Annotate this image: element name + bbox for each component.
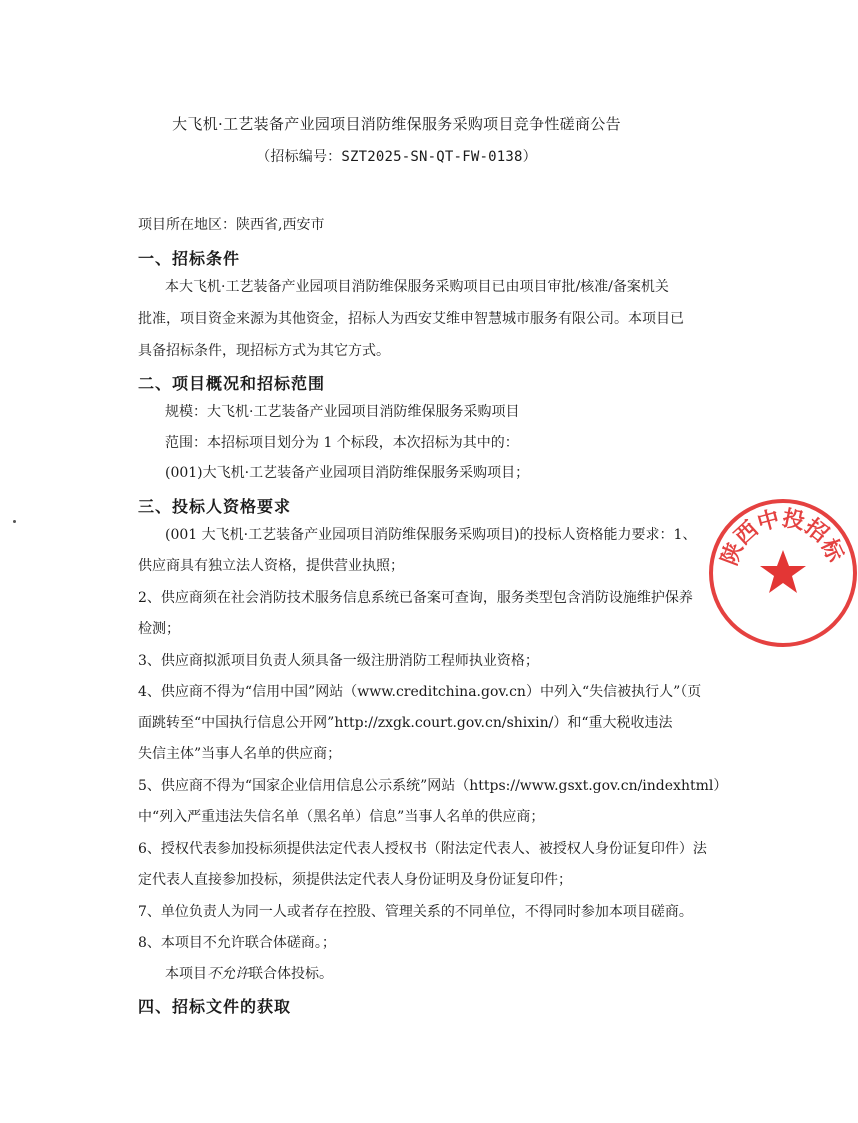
section-heading-2: 二、项目概况和招标范围 bbox=[138, 374, 326, 393]
joint-bid-status: 不允许 bbox=[207, 966, 249, 982]
section-3-line-13: 7、单位负责人为同一人或者存在控股、管理关系的不同单位，不得同时参加本项目磋商。 bbox=[138, 904, 693, 920]
section-3-line-4: 检测； bbox=[138, 621, 180, 637]
section-2-line-3: (001)大飞机·工艺装备产业园项目消防维保服务采购项目； bbox=[165, 465, 530, 481]
project-region: 项目所在地区：陕西省,西安市 bbox=[138, 217, 325, 233]
official-seal-stamp bbox=[708, 498, 858, 648]
section-3-line-15 bbox=[165, 964, 745, 984]
section-2-line-2: 范围：本招标项目划分为 1 个标段，本次招标为其中的： bbox=[165, 435, 519, 451]
scan-speck bbox=[13, 520, 16, 523]
section-3-line-6: 4、供应商不得为“信用中国”网站（www.creditchina.gov.cn）中列入“失信被执行人”（页 bbox=[138, 684, 702, 700]
seal-text: 陕西中投招标 bbox=[716, 505, 849, 569]
section-2-line-1: 规模：大飞机·工艺装备产业园项目消防维保服务采购项目 bbox=[165, 404, 520, 420]
section-1-line-2: 批准，项目资金来源为其他资金，招标人为西安艾维申智慧城市服务有限公司。本项目已 bbox=[138, 311, 684, 327]
tender-number: （招标编号：SZT2025-SN-QT-FW-0138） bbox=[256, 149, 537, 165]
section-3-line-12: 定代表人直接参加投标，须提供法定代表人身份证明及身份证复印件； bbox=[138, 872, 572, 888]
section-3-line-3: 2、供应商须在社会消防技术服务信息系统已备案可查询，服务类型包含消防设施维护保养 bbox=[138, 590, 693, 606]
section-3-line-7: 面跳转至“中国执行信息公开网”http://zxgk.court.gov.cn/shixin/）和“重大税收违法 bbox=[138, 715, 673, 731]
section-3-line-2: 供应商具有独立法人资格，提供营业执照； bbox=[138, 558, 404, 574]
section-3-line-10: 中“列入严重违法失信名单（黑名单）信息”当事人名单的供应商； bbox=[138, 809, 545, 825]
joint-bid-prefix: 本项目 bbox=[165, 966, 207, 982]
joint-bid-suffix: 联合体投标。 bbox=[249, 966, 333, 982]
section-3-line-5: 3、供应商拟派项目负责人须具备一级注册消防工程师执业资格； bbox=[138, 653, 539, 669]
section-3-line-8: 失信主体”当事人名单的供应商； bbox=[138, 746, 342, 762]
section-heading-4: 四、招标文件的获取 bbox=[138, 997, 292, 1016]
section-3-line-14: 8、本项目不允许联合体磋商。； bbox=[138, 935, 336, 951]
seal-star-icon bbox=[760, 550, 806, 593]
section-3-line-11: 6、授权代表参加投标须提供法定代表人授权书（附法定代表人、被授权人身份证复印件）法 bbox=[138, 841, 707, 857]
section-3-line-1: (001 大飞机·工艺装备产业园项目消防维保服务采购项目)的投标人资格能力要求：1、 bbox=[165, 527, 697, 543]
section-heading-1: 一、招标条件 bbox=[138, 249, 241, 268]
document-title: 大飞机·工艺装备产业园项目消防维保服务采购项目竞争性磋商公告 bbox=[172, 115, 621, 133]
section-1-line-3: 具备招标条件，现招标方式为其它方式。 bbox=[138, 343, 390, 359]
section-heading-3: 三、投标人资格要求 bbox=[138, 497, 292, 516]
section-3-line-9: 5、供应商不得为“国家企业信用信息公示系统”网站（https://www.gsxt.gov.cn/indexhtml） bbox=[138, 778, 728, 794]
section-1-line-1: 本大飞机·工艺装备产业园项目消防维保服务采购项目已由项目审批/核准/备案机关 bbox=[165, 279, 669, 295]
